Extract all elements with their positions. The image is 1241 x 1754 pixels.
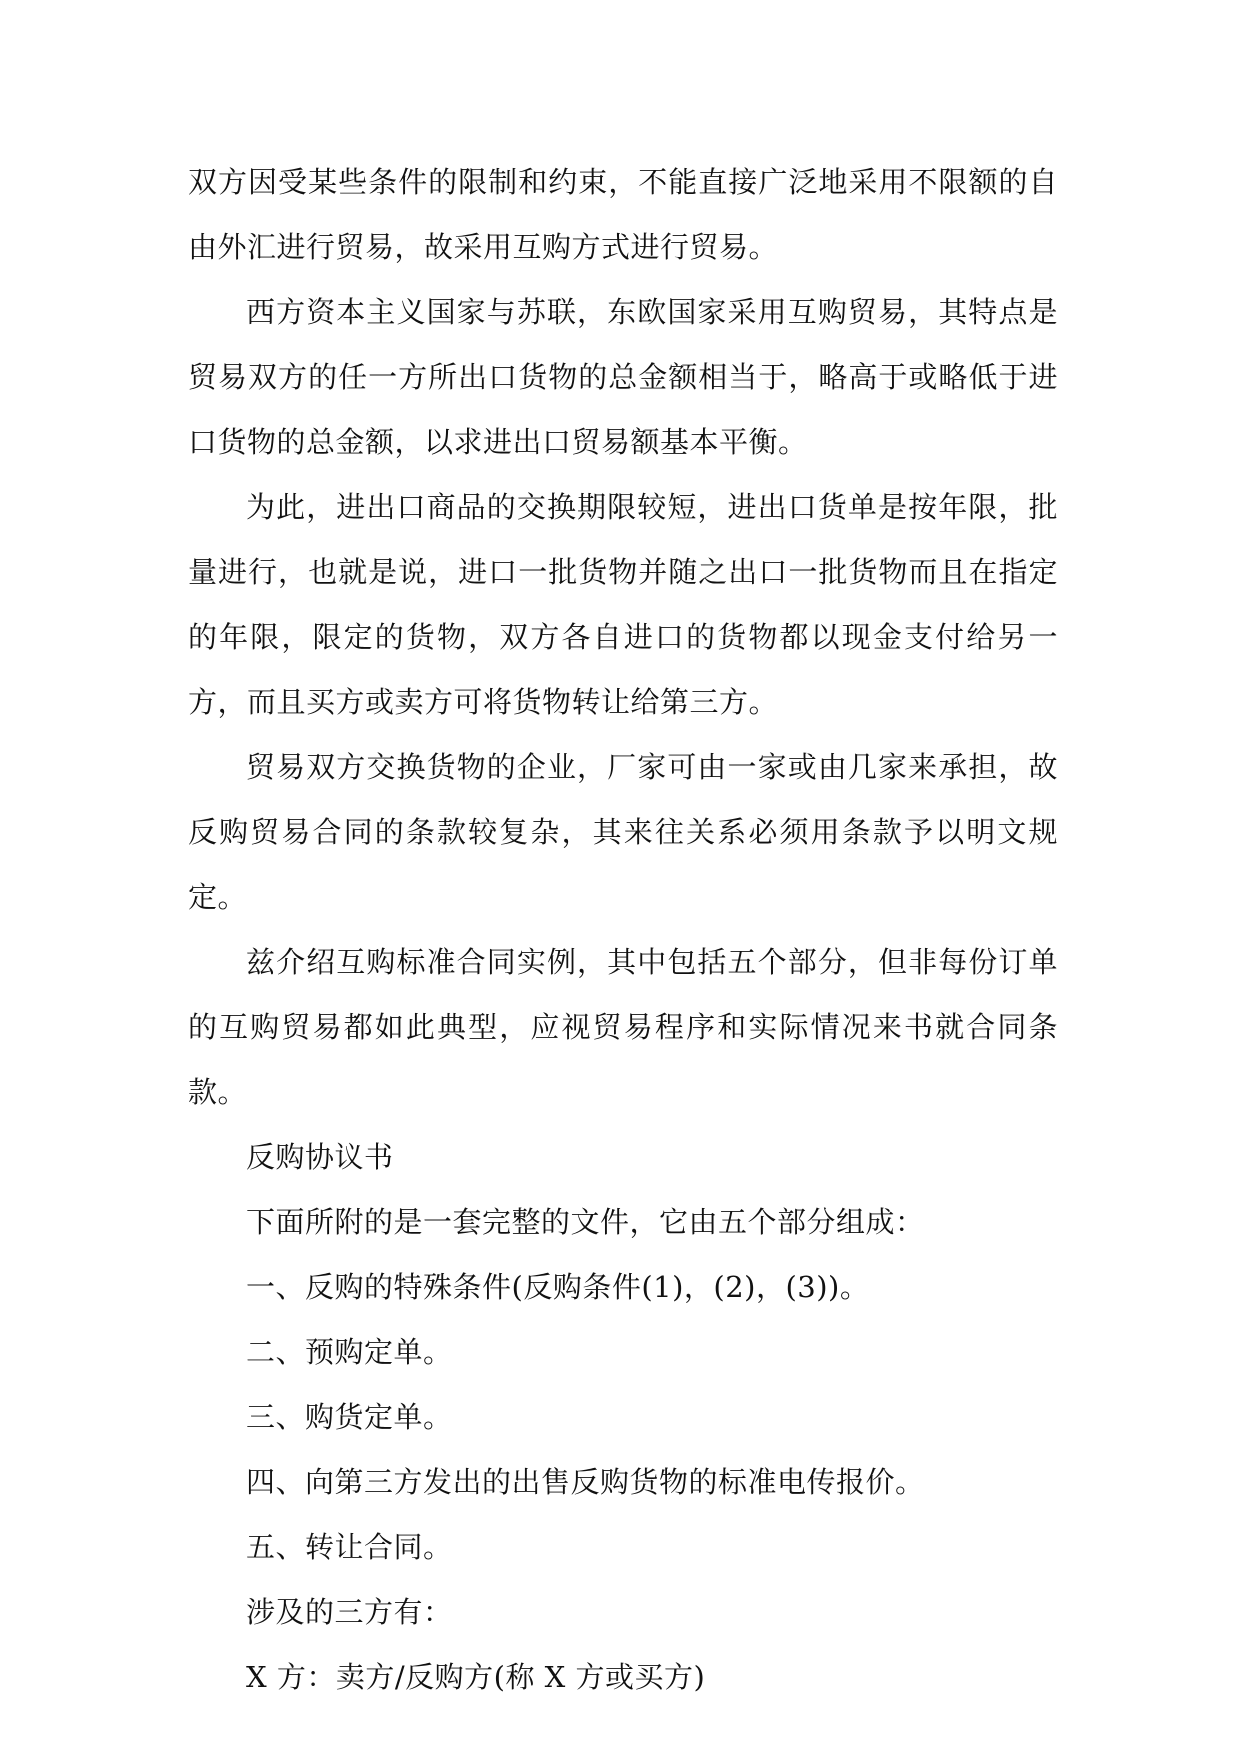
part-item: 二、预购定单。	[246, 1335, 453, 1369]
document-intro: 下面所附的是一套完整的文件，它由五个部分组成：	[246, 1205, 925, 1239]
paragraph-contract-complexity: 贸易双方交换货物的企业，厂家可由一家或由几家来承担，故反购贸易合同的条款较复杂，其来往关系必须用条款予以明文规定。	[188, 750, 1058, 914]
paragraph-exchange-term: 为此，进出口商品的交换期限较短，进出口货单是按年限，批量进行，也就是说，进口一批货物并随之出口一批货物而且在指定的年限，限定的货物，双方各自进口的货物都以现金支付给另一方，而且买方或卖方可将货物转让给第三方。	[188, 490, 1058, 719]
part-item: 四、向第三方发出的出售反购货物的标准电传报价。	[246, 1465, 925, 1499]
document-body	[188, 150, 1058, 1710]
paragraph-payment-reason: 双方因受某些条件的限制和约束，不能直接广泛地采用不限额的自由外汇进行贸易，故采用互购方式进行贸易。	[188, 165, 1058, 264]
paragraph-countertrade-feature: 西方资本主义国家与苏联，东欧国家采用互购贸易，其特点是贸易双方的任一方所出口货物的总金额相当于，略高于或略低于进口货物的总金额，以求进出口贸易额基本平衡。	[188, 295, 1058, 459]
part-item: 五、转让合同。	[246, 1530, 453, 1564]
part-item: 三、购货定单。	[246, 1400, 453, 1434]
paragraph-contract-example: 兹介绍互购标准合同实例，其中包括五个部分，但非每份订单的互购贸易都如此典型，应视贸易程序和实际情况来书就合同条款。	[188, 945, 1058, 1109]
party-x: X 方：卖方/反购方(称 X 方或买方)	[246, 1660, 706, 1694]
parties-intro: 涉及的三方有：	[246, 1595, 453, 1629]
agreement-title: 反购协议书	[246, 1140, 394, 1174]
part-item: 一、反购的特殊条件(反购条件(1)，(2)，(3))。	[246, 1270, 870, 1304]
